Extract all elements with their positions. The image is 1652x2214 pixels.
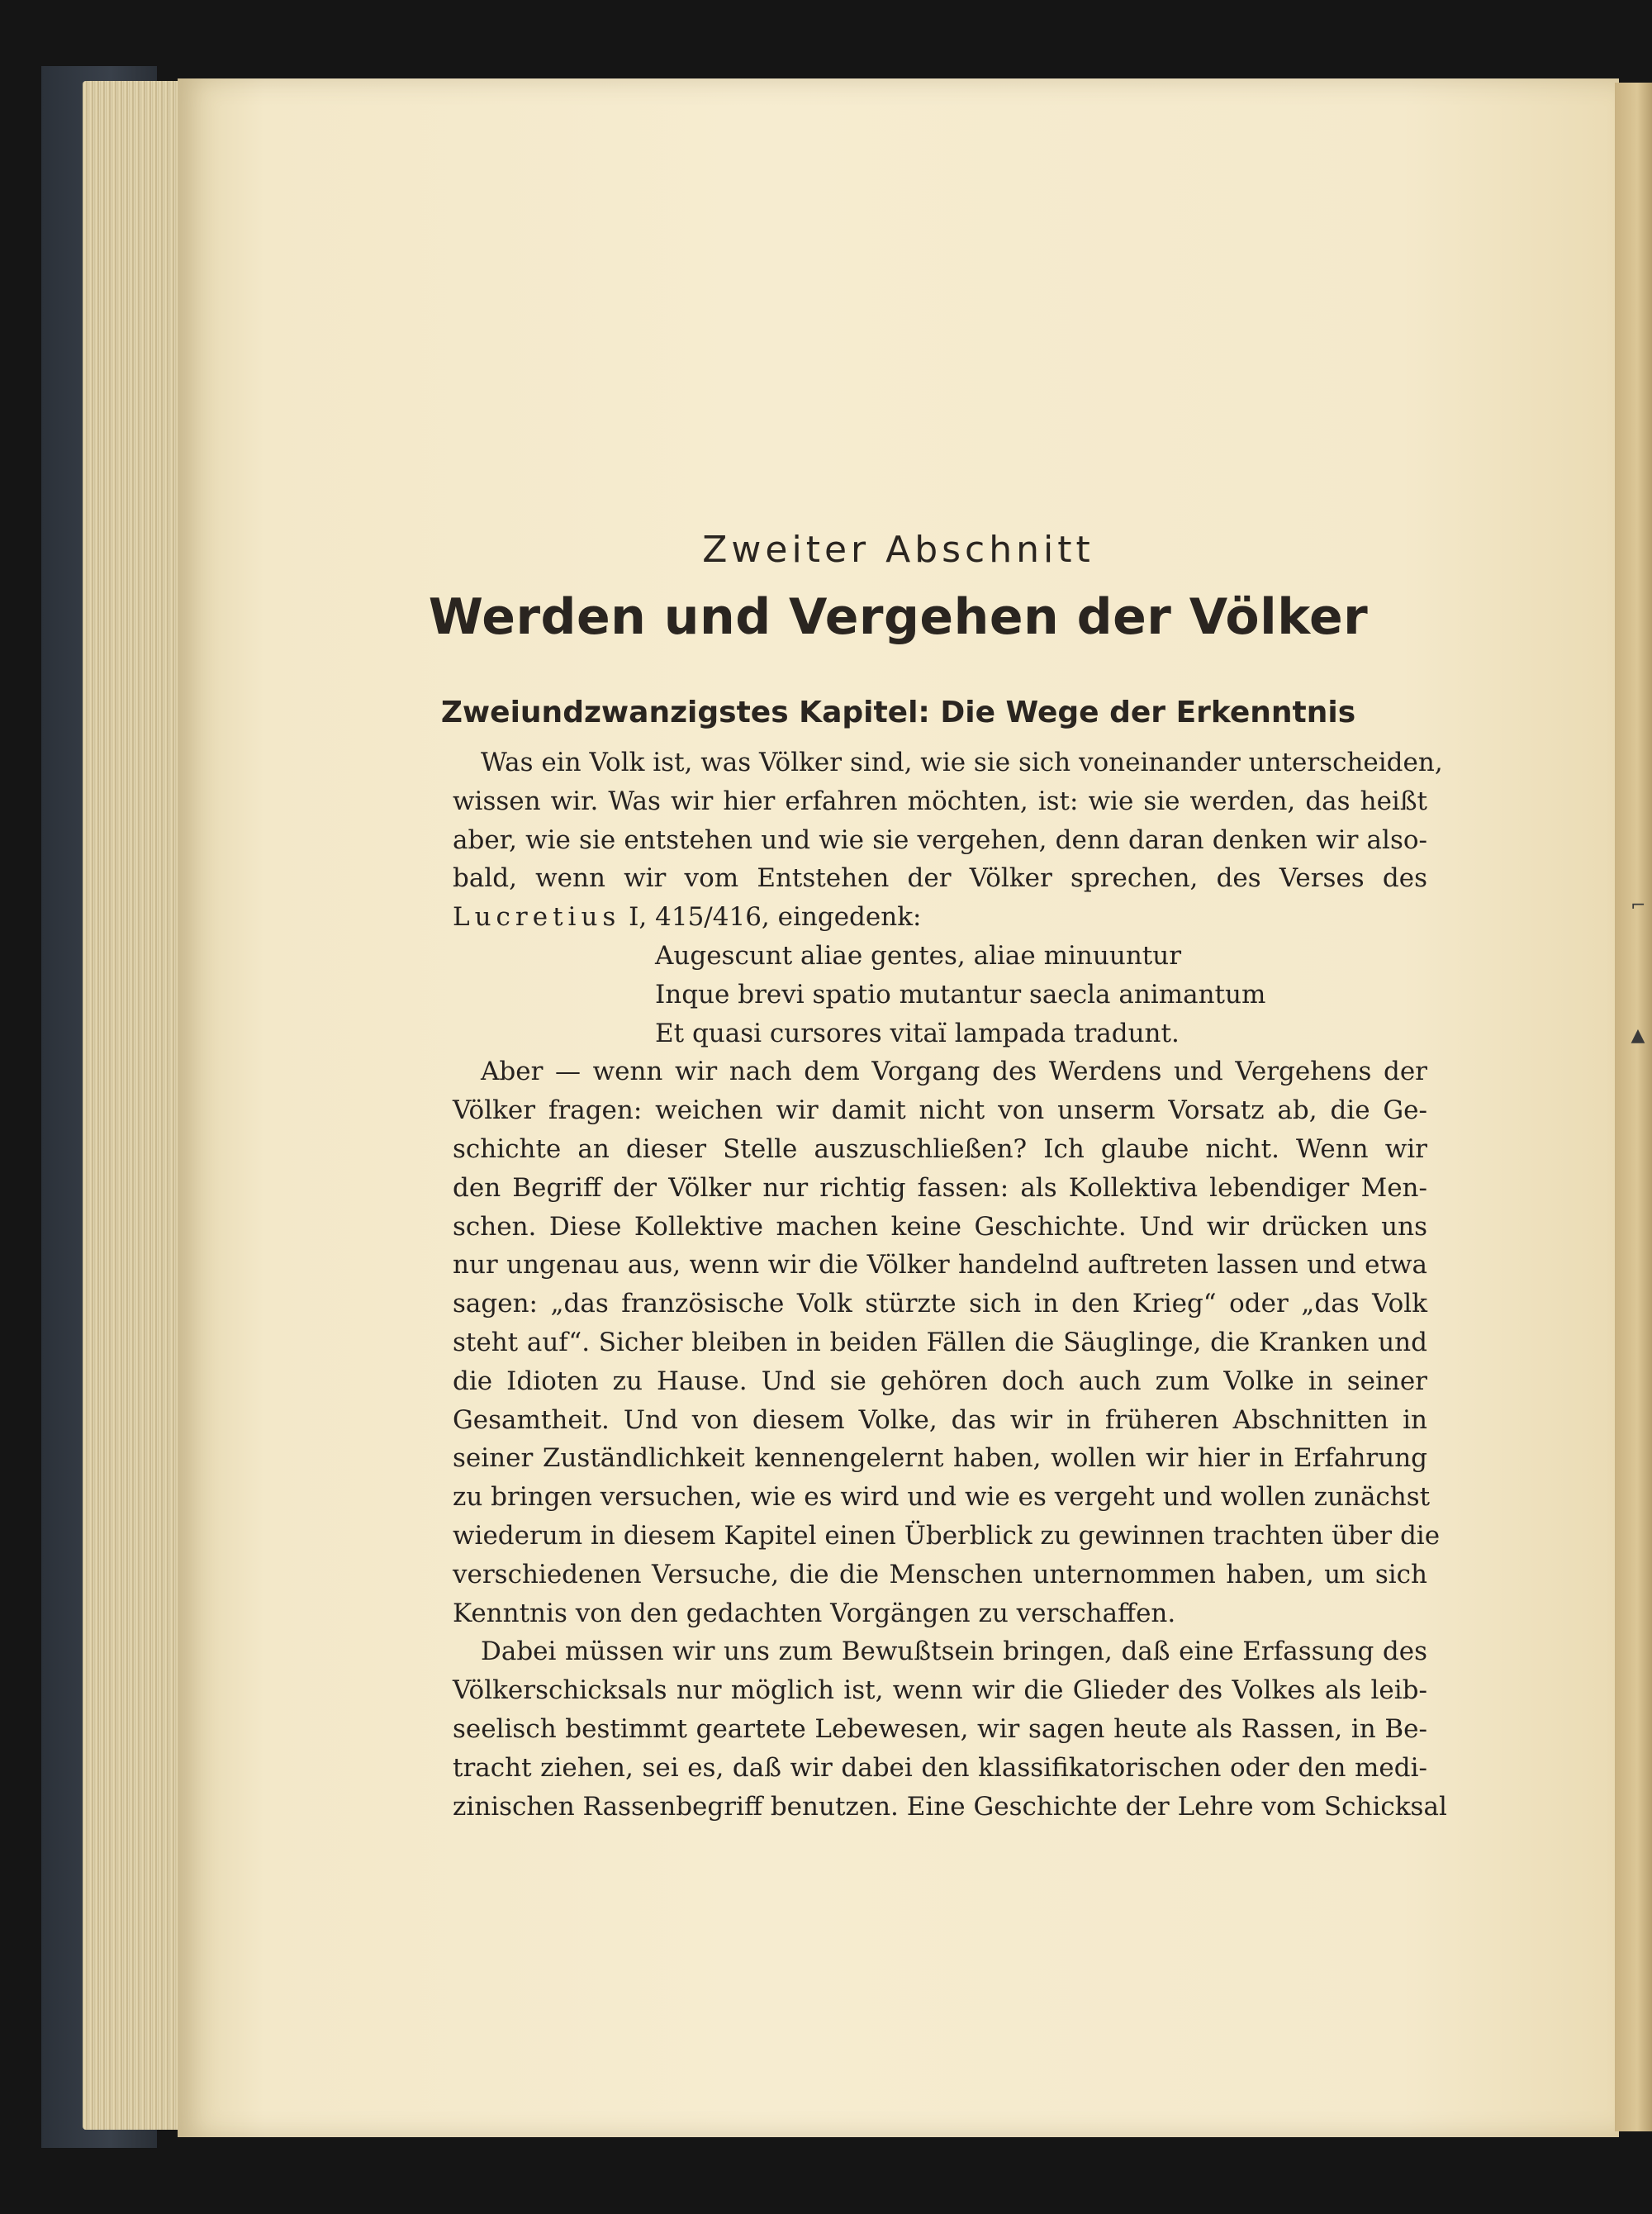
citation-reference: I, 415/416, eingedenk: xyxy=(620,902,922,933)
next-page-edge xyxy=(1615,83,1652,2131)
text-line: schen. Diese Kollektive machen keine Geschichte. Und wir drücken uns xyxy=(453,1211,1427,1242)
text-line: Kenntnis von den gedachten Vorgängen zu verschaffen. xyxy=(453,1598,1176,1628)
text-line: steht auf“. Sicher bleiben in beiden Fällen die Säuglinge, die Kranken und xyxy=(453,1327,1427,1357)
text-line: tracht ziehen, sei es, daß wir dabei den klassifikatorischen oder den medi- xyxy=(453,1752,1427,1783)
text-line: wiederum in diesem Kapitel einen Überblick zu gewinnen trachten über die xyxy=(453,1520,1441,1551)
verse-line: Augescunt aliae gentes, aliae minuuntur xyxy=(655,940,1182,971)
verse-line: Inque brevi spatio mutantur saecla animantum xyxy=(655,979,1266,1010)
body-text xyxy=(453,744,1447,1826)
text-line: seiner Zuständlichkeit kennengelernt haben, wollen wir hier in Erfahrung xyxy=(453,1443,1427,1474)
text-line xyxy=(453,898,1427,937)
part-title: Werden und Vergehen der Völker xyxy=(428,588,1369,646)
text-line: Völker fragen: weichen wir damit nicht von unserm Vorsatz ab, die Ge- xyxy=(453,1095,1427,1126)
text-line: Gesamtheit. Und von diesem Volke, das wir in früheren Abschnitten in xyxy=(453,1404,1427,1435)
text-line: Was ein Volk ist, was Völker sind, wie sie sich voneinander unterscheiden, xyxy=(481,748,1443,777)
page-tab-marker: ⌐ xyxy=(1631,896,1646,916)
text-line: aber, wie sie entstehen und wie sie vergehen, denn daran denken wir also- xyxy=(453,824,1427,855)
text-line: nur ungenau aus, wenn wir die Völker handelnd auftreten lassen und etwa xyxy=(453,1250,1427,1280)
citation-name: Lucretius xyxy=(453,902,621,933)
text-line: zinischen Rassenbegriff benutzen. Eine Geschichte der Lehre vom Schicksal xyxy=(453,1791,1447,1822)
page-edges xyxy=(83,81,190,2130)
text-line: Dabei müssen wir uns zum Bewußtsein bringen, daß eine Erfassung des xyxy=(481,1637,1427,1667)
section-label: Zweiter Abschnitt xyxy=(702,529,1094,571)
text-line: den Begriff der Völker nur richtig fassen: als Kollektiva lebendiger Men- xyxy=(453,1172,1427,1203)
verse-line: Et quasi cursores vitaï lampada tradunt. xyxy=(655,1018,1180,1048)
chapter-title: Zweiundzwanzigstes Kapitel: Die Wege der Erkenntnis xyxy=(440,696,1356,729)
text-line: die Idioten zu Hause. Und sie gehören doch auch zum Volke in seiner xyxy=(453,1366,1427,1396)
text-line: wissen wir. Was wir hier erfahren möchten, ist: wie sie werden, das heißt xyxy=(453,786,1427,816)
text-line: Völkerschicksals nur möglich ist, wenn wir die Glieder des Volkes als leib- xyxy=(453,1675,1427,1706)
text-line: bald, wenn wir vom Entstehen der Völker sprechen, des Verses des xyxy=(453,863,1427,894)
text-line: zu bringen versuchen, wie es wird und wie es vergeht und wollen zunächst xyxy=(453,1482,1431,1513)
text-line: verschiedenen Versuche, die die Menschen unternommen haben, um sich xyxy=(453,1559,1427,1589)
text-line: Aber — wenn wir nach dem Vorgang des Werdens und Vergehens der xyxy=(481,1057,1427,1087)
text-line: schichte an dieser Stelle auszuschließen? Ich glaube nicht. Wenn wir xyxy=(453,1133,1427,1164)
page-tab-marker: ▲ xyxy=(1631,1025,1645,1046)
text-line: seelisch bestimmt geartete Lebewesen, wir sagen heute als Rassen, in Be- xyxy=(453,1713,1427,1744)
text-line: sagen: „das französische Volk stürzte sich in den Krieg“ oder „das Volk xyxy=(453,1289,1427,1319)
